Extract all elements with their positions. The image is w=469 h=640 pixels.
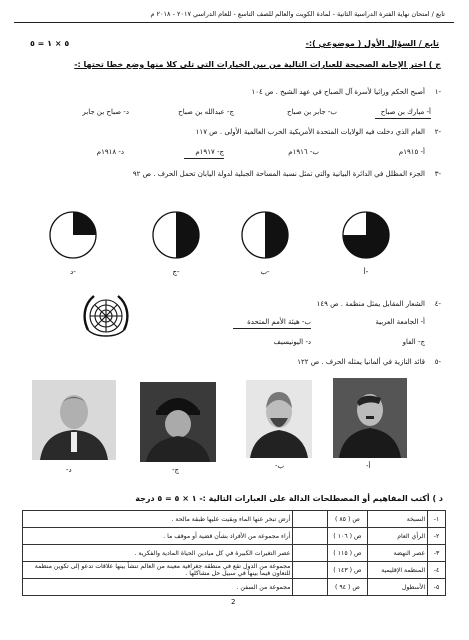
cell-definition: عصر التغيرات الكبيرة في كل ميادين الحياة المادية والفكرية .	[23, 545, 293, 562]
portrait-a	[333, 378, 407, 458]
q1-option-d: د- صباح بن جابر	[82, 108, 129, 116]
cell-term: الأسطول	[367, 579, 427, 596]
cell-page-ref: ص ( ٨٥ )	[328, 511, 368, 528]
header-divider	[14, 22, 454, 23]
cell-blank	[293, 562, 328, 579]
q5-label-d: د-	[66, 466, 72, 474]
table-row	[23, 528, 446, 545]
table-row	[23, 579, 446, 596]
q2-option-d: د- ١٩١٨م	[96, 148, 124, 156]
cell-blank	[293, 545, 328, 562]
q1-option-c: ج- عبدالله بن صباح	[178, 108, 234, 116]
cell-page-ref: ص ( ١١٥ )	[328, 545, 368, 562]
cell-term: المنظمة الإقليمية	[367, 562, 427, 579]
cell-definition: أرض تبخر عنها الماء وبقيت عليها طبقة مالحة .	[23, 511, 293, 528]
pie-label: د-	[70, 268, 76, 276]
cell-num: ٢-	[428, 528, 446, 545]
q2-option-b: ب- ١٩١٦م	[288, 148, 319, 156]
page-number: 2	[231, 598, 236, 606]
cell-page-ref: ص ( ٩٤ )	[328, 579, 368, 596]
un-emblem-icon	[78, 288, 134, 344]
pie-chart-2	[242, 212, 288, 276]
q4-number: ٤-	[434, 300, 441, 308]
q1-option-a: أ- مبارك بن صباح	[380, 108, 431, 116]
q5-label-b: ب-	[275, 462, 285, 470]
cell-page-ref: ص ( ١٤٣ )	[328, 562, 368, 579]
q5-label-a: أ-	[366, 462, 371, 470]
q1-text: أصبح الحكم وراثيا لأسرة آل الصباح في عهد الشيخ . ص ١٠٤	[251, 88, 425, 96]
terms-table	[22, 510, 446, 596]
q2-text: العام الذي دخلت فيه الولايات المتحدة الأمريكية الحرب العالمية الأولى . ص ١١٧	[195, 128, 425, 136]
cell-blank	[293, 511, 328, 528]
q2-option-c: ج- ١٩١٧م	[195, 148, 224, 156]
portrait-b	[246, 380, 312, 458]
q1-option-b: ب- جابر بن صباح	[286, 108, 337, 116]
cell-num: ١-	[428, 511, 446, 528]
cell-page-ref: ص ( ١٠٦ )	[328, 528, 368, 545]
portrait-d-figure	[32, 380, 116, 460]
q1-number: ١-	[434, 88, 441, 96]
pie-label: أ-	[363, 268, 369, 276]
cell-term: عصر النهضة	[367, 545, 427, 562]
q5-number: ٥-	[434, 358, 441, 366]
pie-shaded-slice	[176, 212, 199, 258]
cell-num: ٥-	[428, 579, 446, 596]
q4-option-b: ب- هيئة الأمم المتحدة	[247, 318, 311, 326]
q5-text: قائد النازية في ألمانيا يمثله الحرف . ص ١٢٢	[297, 358, 425, 366]
score-top: ٥ × ١ = ٥	[30, 39, 70, 48]
q3-number: ٣-	[434, 170, 441, 178]
q5-label-c: ج-	[172, 466, 180, 474]
table-row	[23, 511, 446, 528]
cell-definition: مجموعة من الدول تقع في منطقة جغرافية معينة من العالم تنشأ بينها علاقات تدعو إلى تكوين منظمة للتعاون فيما بينها في سبيل حل مشاكلها .	[23, 562, 293, 579]
cell-blank	[293, 528, 328, 545]
section-title: تابع / السؤال الأول ( موضوعي ):-	[305, 39, 439, 48]
pie-shaded-slice	[73, 212, 96, 235]
cell-term: السبخة	[367, 511, 427, 528]
cell-definition: أراء مجموعة من الأفراد بشأن قضية أو موقف ما .	[23, 528, 293, 545]
portrait-a-figure	[333, 378, 407, 458]
q2-number: ٢-	[434, 128, 441, 136]
cell-blank	[293, 579, 328, 596]
q4-text: الشعار المقابل يمثل منظمة . ص ١٤٩	[316, 300, 425, 308]
pie-chart-1	[343, 212, 389, 276]
q3-text: الجزء المظلل في الدائرة البيانية والتي تمثل نسبة المساحة الجبلية لدولة اليابان تحمل الحرف . ص ٩٢	[132, 170, 425, 178]
cell-num: ٤-	[428, 562, 446, 579]
pie-label: ب-	[260, 268, 270, 276]
table-row	[23, 545, 446, 562]
table-row	[23, 562, 446, 579]
pie-shaded-slice	[265, 212, 288, 258]
portrait-b-figure	[246, 380, 312, 458]
q2-answer-underline	[184, 158, 224, 159]
cell-definition: مجموعة من السفن .	[23, 579, 293, 596]
pie-chart-4	[50, 212, 96, 276]
portrait-c	[140, 382, 216, 462]
q1-answer-underline	[375, 118, 431, 119]
cell-num: ٣-	[428, 545, 446, 562]
pie-charts	[0, 205, 469, 285]
q4-answer-underline	[233, 328, 311, 329]
portrait-c-figure	[140, 382, 216, 462]
q4-option-a: أ- الجامعة العربية	[375, 318, 425, 326]
pie-label: ج-	[172, 268, 180, 276]
q2-option-a: أ- ١٩١٥م	[398, 148, 425, 156]
page-header: تابع / امتحان نهاية الفترة الدراسية الثانية - لمادة الكويت والعالم للصف التاسع - للعام الدراسي ٢٠١٧ - ٢٠١٨ م	[150, 10, 445, 18]
part-d-instruction: د ) أكتب المفاهيم أو المصطلحات الدالة على العبارات التالية :- ١ × ٥ = ٥ درجة	[135, 494, 443, 503]
pie-chart-3	[153, 212, 199, 276]
portrait-d	[32, 380, 116, 460]
q4-option-d: د- اليونيسيف	[273, 338, 311, 346]
q4-option-c: ج- الفاو	[402, 338, 425, 346]
cell-term: الرأي العام	[367, 528, 427, 545]
part-c-instruction: ج ) اختر الإجابة الصحيحة للعبارات التالية من بين الخيارات التى تلى كلا منها وضع خطا تحتها :-	[74, 60, 441, 69]
